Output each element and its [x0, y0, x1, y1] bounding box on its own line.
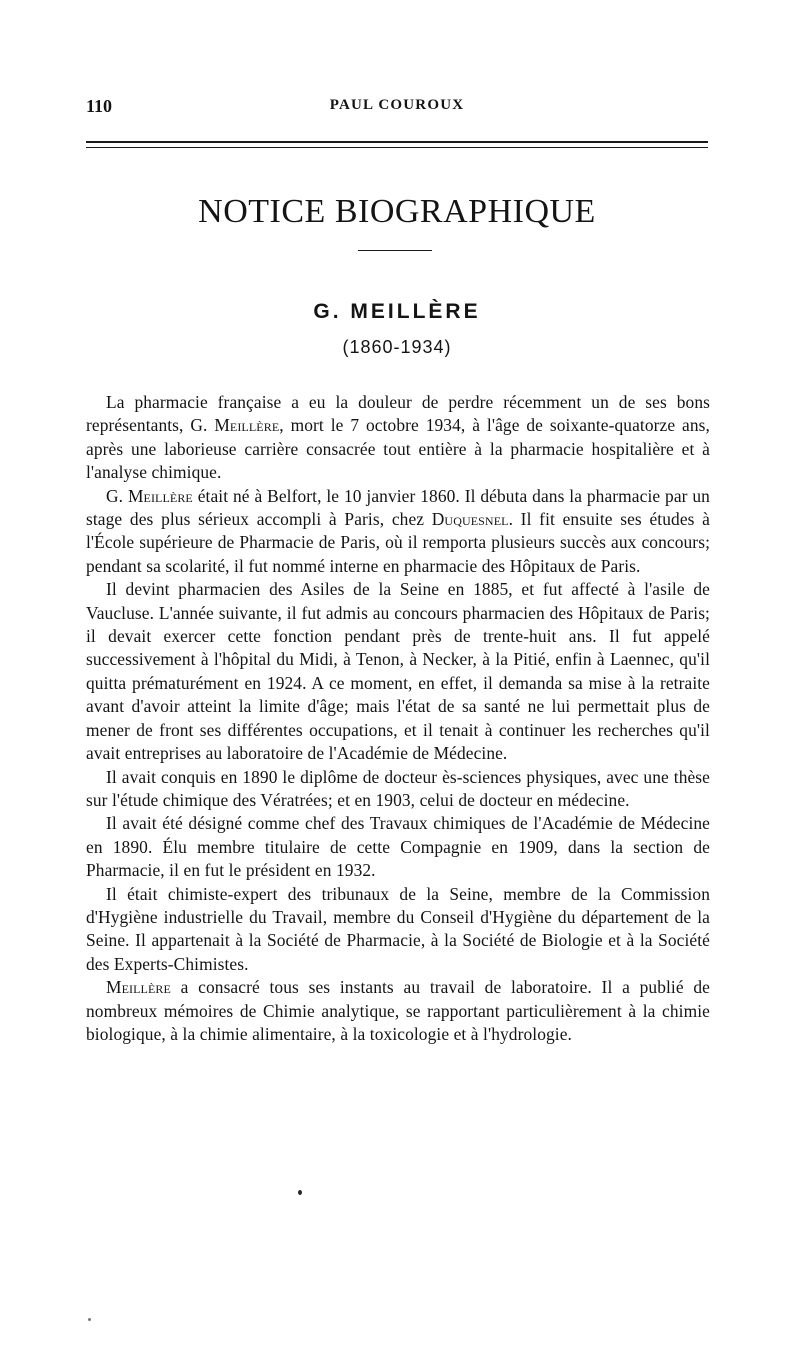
paragraph-1: La pharmacie française a eu la douleur de perdre récemment un de ses bons représentants, G. Meillère, mort le 7 octobre 1934, à l'âge de soixante-quatorze ans, après une laborieuse carrière consacrée tout entière à la pharmacie hospitalière et à l'analyse chimique. — [86, 392, 710, 483]
person-name: G. MEILLÈRE — [313, 300, 481, 323]
header-rule-thick — [86, 141, 708, 143]
title-divider — [358, 250, 432, 251]
page-number: 110 — [86, 96, 113, 116]
paragraph-7: Meillère a consacré tous ses instants au travail de laboratoire. Il a publié de nombreux mémoires de Chimie analytique, se rapportant particulièrement à la chimie biologique, à la chimie alimentaire, à la toxicologie et à l'hydrologie. — [86, 977, 710, 1044]
running-title: PAUL COUROUX — [329, 97, 465, 113]
author-name-smallcaps: Meillère — [106, 977, 171, 998]
paragraph-2: G. Meillère était né à Belfort, le 10 janvier 1860. Il débuta dans la pharmacie par un stage des plus sérieux accompli à Paris, chez Duquesnel. Il fit ensuite ses études à l'École supérieure de Pharmacie de Paris, où il remporta plusieurs succès aux concours; pendant sa scolarité, il fut nommé interne en pharmacie des Hôpitaux de Paris. — [86, 485, 710, 576]
mentor-name-smallcaps: Duquesnel — [431, 509, 509, 530]
person-dates: (1860-1934) — [342, 337, 452, 357]
paragraph-5: Il avait été désigné comme chef des Travaux chimiques de l'Académie de Médecine en 1890. Élu membre titulaire de cette Compagnie en 1909, dans la section de Pharmacie, il en fut le président en 1932. — [86, 813, 710, 881]
author-name-smallcaps: Meillère — [214, 415, 280, 436]
print-mark — [298, 1190, 302, 1195]
notice-title: NOTICE BIOGRAPHIQUE — [198, 193, 596, 230]
print-speck — [88, 1318, 91, 1321]
paragraph-4: Il avait conquis en 1890 le diplôme de docteur ès-sciences physiques, avec une thèse sur l'étude chimique des Vératrées; et en 1903, celui de docteur en médecine. — [86, 766, 710, 810]
biography-text — [86, 391, 710, 1046]
paragraph-3: Il devint pharmacien des Asiles de la Seine en 1885, et fut affecté à l'asile de Vaucluse. L'année suivante, il fut admis au concours pharmacien des Hôpitaux de Paris; il devait exercer cette fonction pendant près de trente-huit ans. Il fut appelé successivement à l'hôpital du Midi, à Tenon, à Necker, à la Pitié, enfin à Laennec, qu'il quitta prématurément en 1924. A ce moment, en effet, il demanda sa mise à la retraite avant d'avoir atteint la limite d'âge; mais l'état de sa santé ne lui permettait plus de mener de front ses différentes occupations, et il tenait à continuer les recherches qu'il avait entreprises au laboratoire de l'Académie de Médecine. — [86, 579, 710, 764]
running-head — [86, 96, 708, 120]
author-name-smallcaps: Meillère — [127, 485, 193, 506]
paragraph-6: Il était chimiste-expert des tribunaux de la Seine, membre de la Commission d'Hygiène industrielle du Travail, membre du Conseil d'Hygiène du département de la Seine. Il appartenait à la Société de Pharmacie, à la Société de Biologie et à la Société des Experts-Chimistes. — [86, 883, 710, 974]
header-rule-thin — [86, 147, 708, 148]
